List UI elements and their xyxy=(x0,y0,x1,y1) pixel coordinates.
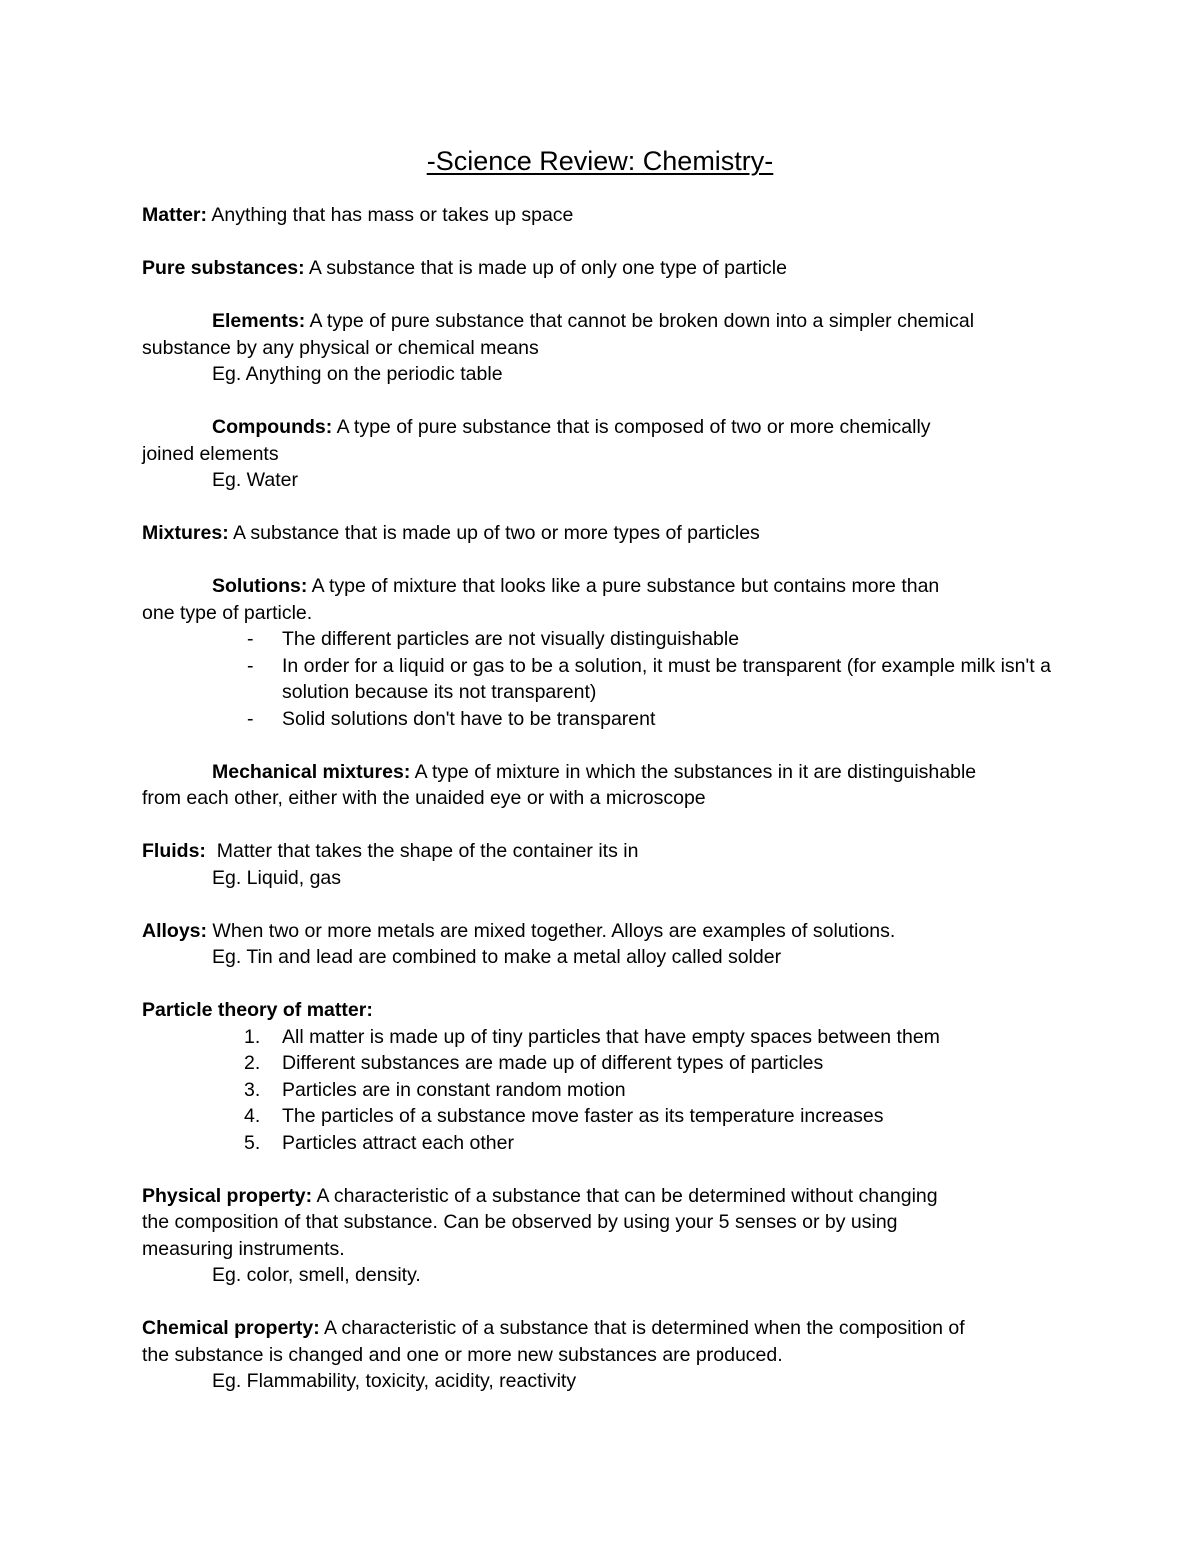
mechanical-mixtures-text: A type of mixture in which the substances in it are distinguishable xyxy=(410,760,977,783)
term-fluids: Fluids: xyxy=(142,840,206,862)
pure-substances-text: A substance that is made up of only one type of particle xyxy=(304,257,787,279)
elements-definition xyxy=(142,308,1072,361)
term-pure-substances: Pure substances: xyxy=(142,257,305,279)
mechanical-mixtures-indent xyxy=(142,761,976,783)
bullet-marker: - xyxy=(247,707,254,730)
number-marker: 2. xyxy=(244,1052,261,1074)
list-item xyxy=(142,706,1072,733)
mixtures-definition xyxy=(142,520,1072,547)
alloys-example: Eg. Tin and lead are combined to make a metal alloy called solder xyxy=(212,946,782,968)
compounds-definition xyxy=(142,414,1072,467)
term-solutions: Solutions: xyxy=(212,575,308,597)
alloys-text: When two or more metals are mixed together. Alloys are examples of solutions. xyxy=(207,919,896,942)
bullet-text: Solid solutions don't have to be transparent xyxy=(282,707,656,730)
list-item-text: Particles attract each other xyxy=(282,1131,514,1154)
matter-definition xyxy=(142,202,1072,229)
bullet-marker: - xyxy=(247,654,254,677)
elements-text-cont: substance by any physical or chemical means xyxy=(142,336,539,359)
solutions-bullet-list xyxy=(142,626,1072,732)
number-marker: 3. xyxy=(244,1078,261,1101)
particle-theory-heading xyxy=(142,997,1072,1024)
term-mechanical-mixtures: Mechanical mixtures: xyxy=(212,760,411,783)
physical-property-text-cont: the composition of that substance. Can be observed by using your 5 senses or by using xyxy=(142,1211,898,1233)
list-item-text: Particles are in constant random motion xyxy=(282,1078,626,1101)
number-marker: 1. xyxy=(244,1025,261,1048)
elements-indent xyxy=(142,310,974,332)
physical-property-text: A characteristic of a substance that can be determined without changing xyxy=(312,1184,938,1207)
compounds-indent xyxy=(142,416,931,438)
compounds-text-cont: joined elements xyxy=(142,442,279,465)
elements-example: Eg. Anything on the periodic table xyxy=(212,363,503,385)
list-item xyxy=(142,653,1072,706)
term-mixtures: Mixtures: xyxy=(142,522,229,544)
bullet-marker: - xyxy=(247,628,254,650)
chemical-property-example: Eg. Flammability, toxicity, acidity, reactivity xyxy=(212,1370,577,1392)
list-item xyxy=(142,1103,1072,1130)
physical-property-example: Eg. color, smell, density. xyxy=(212,1264,421,1286)
term-alloys: Alloys: xyxy=(142,919,208,942)
bullet-text: The different particles are not visually distinguishable xyxy=(282,628,740,650)
list-item xyxy=(142,1130,1072,1157)
physical-property-text-cont2: measuring instruments. xyxy=(142,1237,345,1260)
fluids-example: Eg. Liquid, gas xyxy=(212,866,342,889)
mixtures-text: A substance that is made up of two or more types of particles xyxy=(228,522,760,544)
mechanical-mixtures-text-cont: from each other, either with the unaided eye or with a microscope xyxy=(142,787,706,809)
physical-property-definition xyxy=(142,1183,1072,1263)
list-item xyxy=(142,1077,1072,1104)
particle-theory-list xyxy=(142,1024,1072,1157)
term-chemical-property: Chemical property: xyxy=(142,1317,320,1339)
elements-text: A type of pure substance that cannot be broken down into a simpler chemical xyxy=(305,310,975,332)
list-item-text: Different substances are made up of different types of particles xyxy=(282,1052,824,1074)
fluids-text: Matter that takes the shape of the container its in xyxy=(205,840,639,862)
matter-text: Anything that has mass or takes up space xyxy=(207,204,574,226)
term-matter: Matter: xyxy=(142,204,208,226)
list-item xyxy=(142,626,1072,653)
term-particle-theory: Particle theory of matter: xyxy=(142,999,373,1021)
solutions-text-cont: one type of particle. xyxy=(142,601,313,624)
chemical-property-definition xyxy=(142,1315,1072,1368)
fluids-definition xyxy=(142,838,1072,865)
chemical-property-text-cont: the substance is changed and one or more new substances are produced. xyxy=(142,1343,783,1366)
alloys-definition xyxy=(142,918,1072,945)
list-item xyxy=(142,1024,1072,1051)
solutions-text: A type of mixture that looks like a pure substance but contains more than xyxy=(307,575,940,597)
solutions-definition xyxy=(142,573,1072,626)
document-body xyxy=(142,202,1072,1395)
term-compounds: Compounds: xyxy=(212,416,333,438)
term-elements: Elements: xyxy=(212,310,306,332)
term-physical-property: Physical property: xyxy=(142,1184,313,1207)
mechanical-mixtures-definition xyxy=(142,759,1072,812)
page-title: -Science Review: Chemistry- xyxy=(426,146,774,176)
chemical-property-text: A characteristic of a substance that is determined when the composition of xyxy=(319,1317,965,1339)
solutions-indent xyxy=(142,575,939,597)
compounds-example: Eg. Water xyxy=(212,469,298,491)
compounds-text: A type of pure substance that is composed of two or more chemically xyxy=(332,416,931,438)
number-marker: 5. xyxy=(244,1131,261,1154)
number-marker: 4. xyxy=(244,1105,261,1127)
list-item-text: All matter is made up of tiny particles that have empty spaces between them xyxy=(282,1025,940,1048)
bullet-text: In order for a liquid or gas to be a solution, it must be transparent (for example milk isn't a solution because its not transparent) xyxy=(282,654,1051,703)
list-item xyxy=(142,1050,1072,1077)
pure-substances-definition xyxy=(142,255,1072,282)
list-item-text: The particles of a substance move faster as its temperature increases xyxy=(282,1105,884,1127)
